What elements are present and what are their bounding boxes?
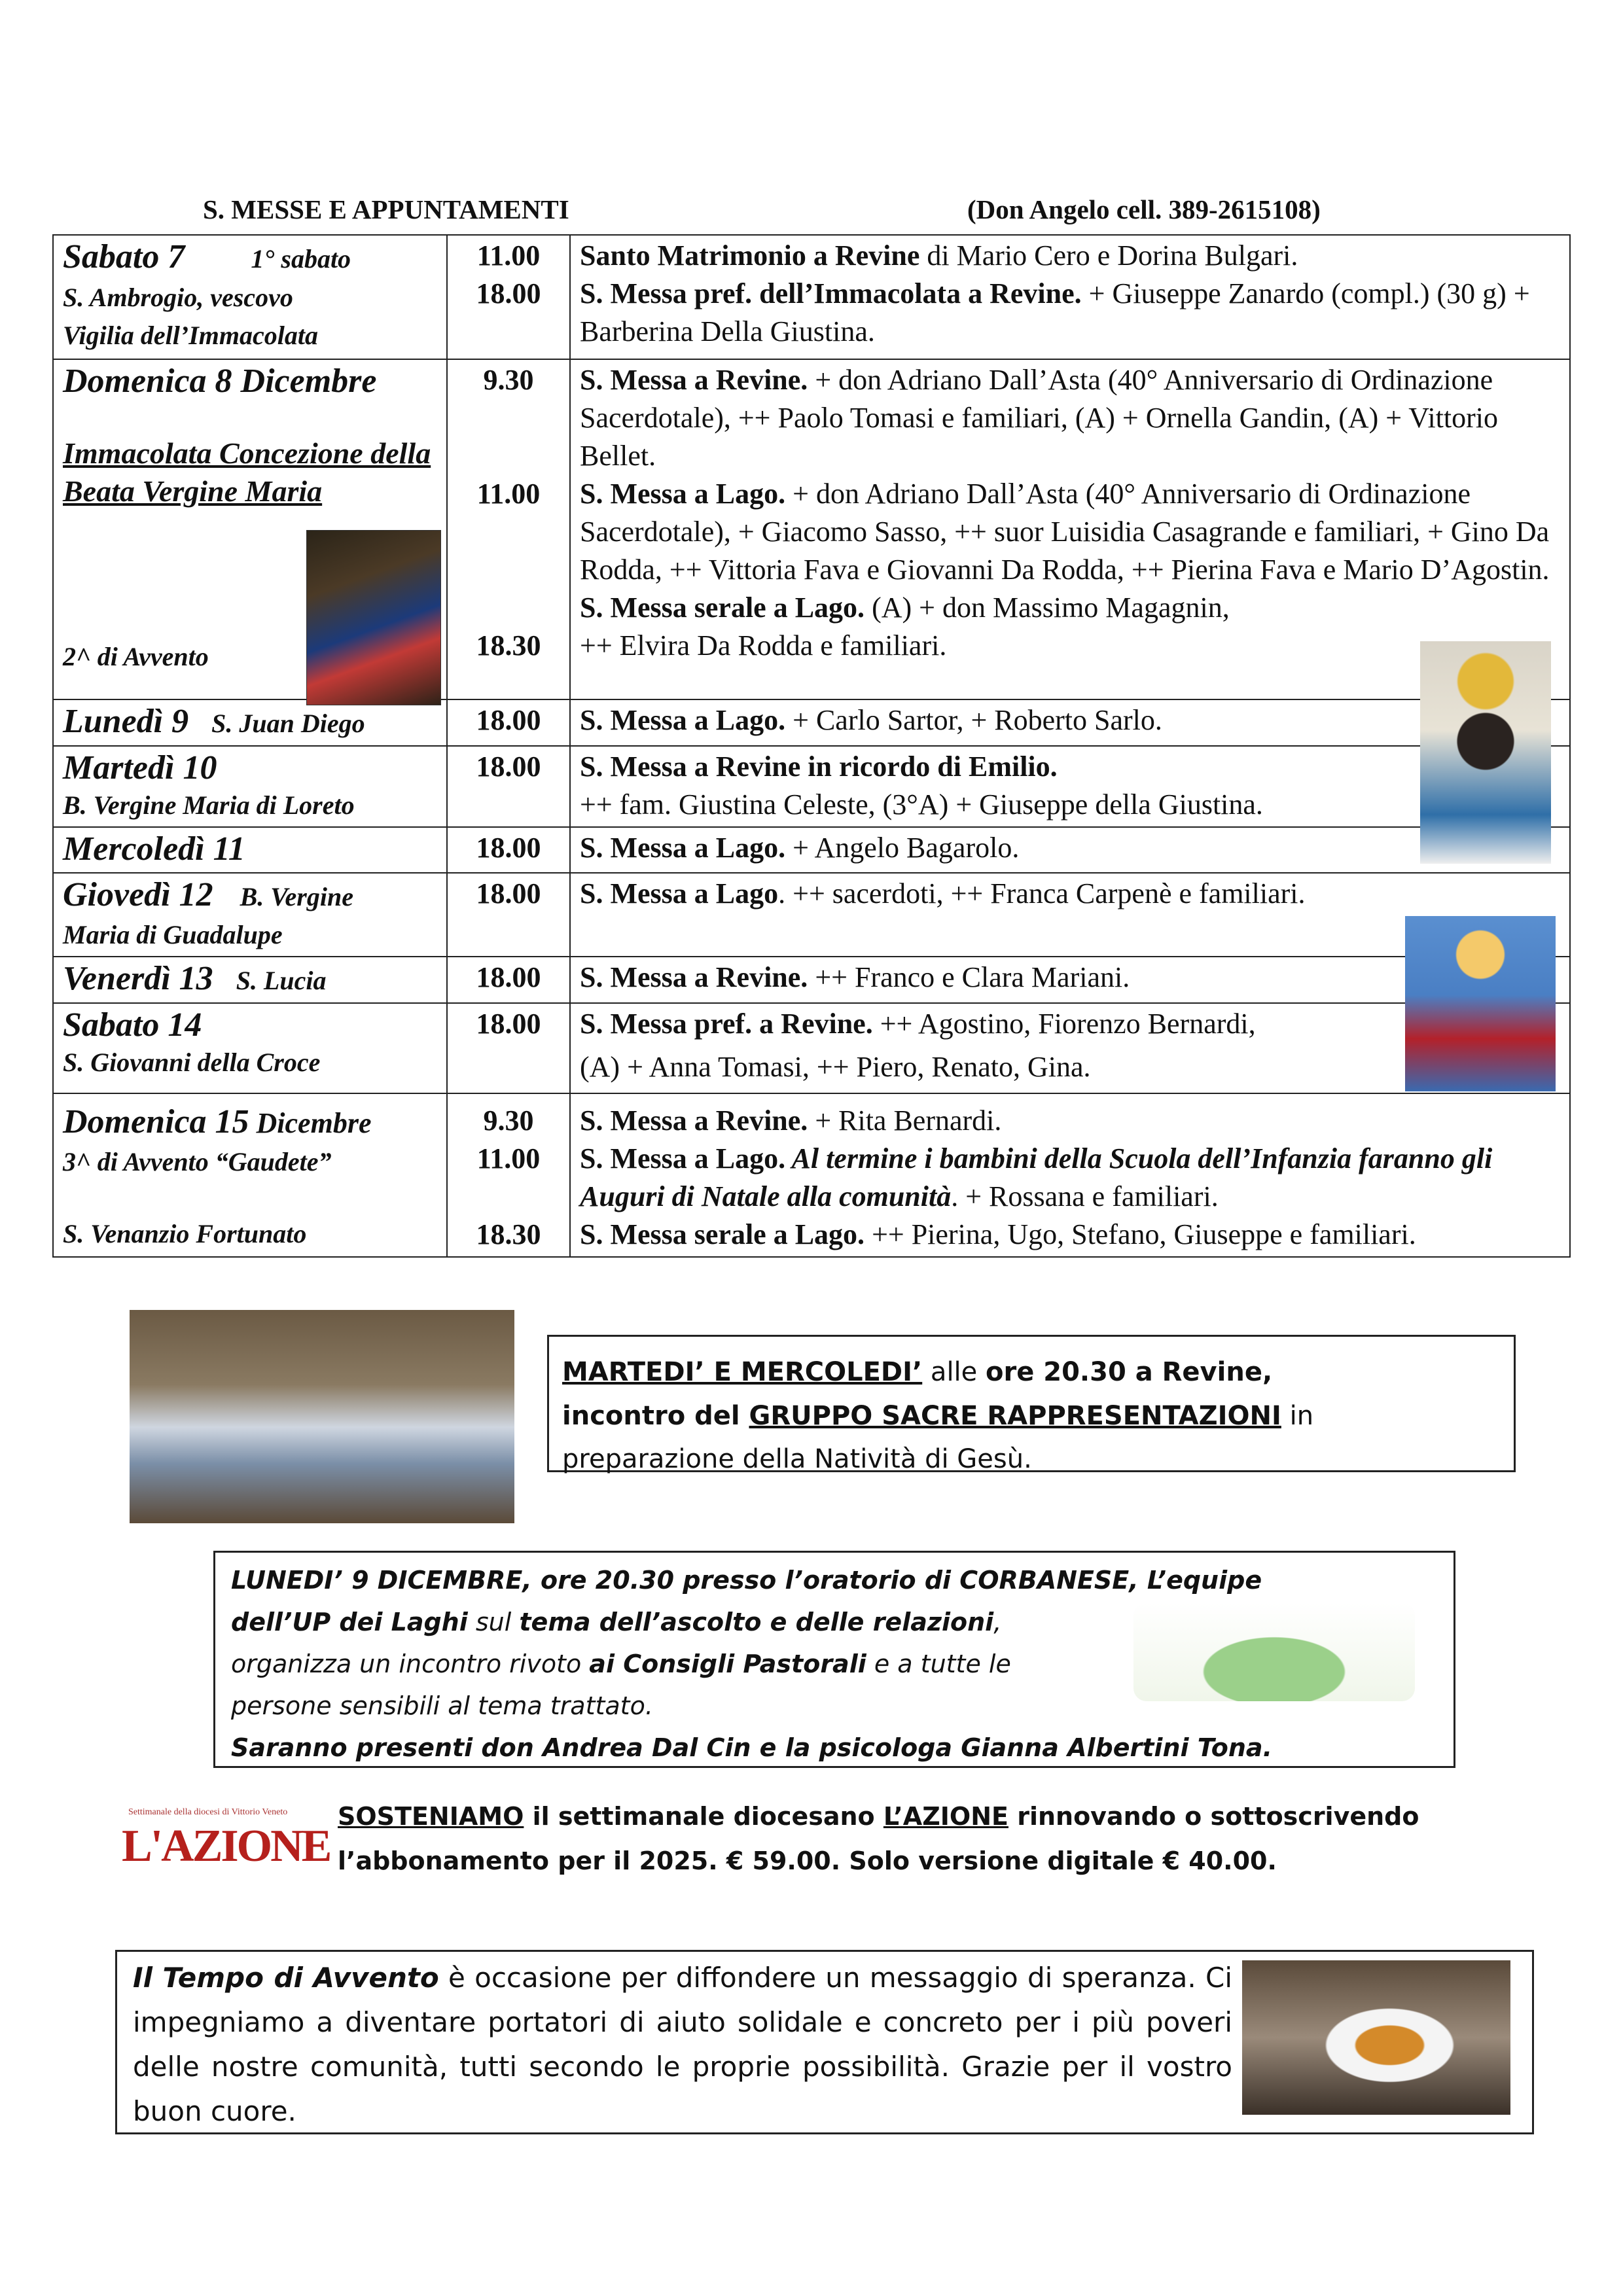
event-cell: S. Messa a Revine. + Rita Bernardi. S. Messa a Lago. Al termine i bambini della Scuola dell’Infanzia faranno gli Auguri di Natale alla comunità. + Rossana e familiari. S. Messa serale a Lago. ++ Pierina, Ugo, Stefano, Giuseppe e familiari. (570, 1093, 1570, 1257)
event-cell: S. Messa a Lago. ++ sacerdoti, ++ Franca Carpenè e familiari. (570, 873, 1570, 957)
event-cell: S. Messa a Revine. + don Adriano Dall’Asta (40° Anniversario di Ordinazione Sacerdotale), ++ Paolo Tomasi e familiari, (A) + Ornella Gandin, (A) + Vittorio Bellet. S. Messa a Lago. + don Adriano Dall’Asta (40° Anniversario di Ordinazione Sacerdotale), + Giacomo Sasso, ++ suor Luisidia Casagrande e familiari, + Gino Da Rodda, ++ Vittoria Fava e Giovanni Da Rodda, ++ Pierina Fava e Mario D’Agostin. S. Messa serale a Lago. (A) + don Massimo Magagnin, ++ Elvira Da Rodda e familiari. (570, 359, 1570, 699)
table-row (53, 873, 1570, 957)
table-row (53, 746, 1570, 827)
page-header (0, 194, 1623, 233)
time-cell: 18.00 (447, 746, 570, 827)
sharing-food-hands-image (1242, 1960, 1510, 2115)
time-cell: 9.30 11.00 18.30 (447, 1093, 570, 1257)
event-cell: S. Messa a Lago. + Angelo Bagarolo. (570, 827, 1570, 873)
page-title: S. MESSE E APPUNTAMENTI (203, 194, 569, 224)
madonna-di-loreto-image (1420, 641, 1551, 864)
time-cell: 9.30 11.00 18.30 (447, 359, 570, 699)
notice-corbanese: LUNEDI’ 9 DICEMBRE, ore 20.30 presso l’oratorio di CORBANESE, L’equipe dell’UP dei Laghi sul tema dell’ascolto e delle relazioni, organizza un incontro rivoto ai Consigli Pastorali e a tutte le persone sensibili al tema trattato. Saranno presenti don Andrea Dal Cin e la psicologa Gianna Albertini Tona. (213, 1551, 1455, 1768)
table-row (53, 699, 1570, 746)
time-cell: 18.00 (447, 873, 570, 957)
day-cell: Sabato 7 1° sabato S. Ambrogio, vescovo Vigilia dell’Immacolata (53, 235, 447, 359)
nativity-scene-image (130, 1310, 514, 1523)
table-row (53, 235, 1570, 359)
day-cell: Domenica 15 Dicembre 3^ di Avvento “Gaudete” S. Venanzio Fortunato (53, 1093, 447, 1257)
time-cell: 11.00 18.00 (447, 235, 570, 359)
event-cell: S. Messa pref. a Revine. ++ Agostino, Fiorenzo Bernardi, (A) + Anna Tomasi, ++ Piero, Renato, Gina. (570, 1003, 1570, 1093)
day-cell: Martedì 10 B. Vergine Maria di Loreto (53, 746, 447, 827)
time-cell: 18.00 (447, 699, 570, 746)
day-cell: Giovedì 12 B. Vergine Maria di Guadalupe (53, 873, 447, 957)
azione-logo: Settimanale della diocesi di Vittorio Veneto L'AZIONE (122, 1807, 330, 1871)
day-cell: Venerdì 13 S. Lucia (53, 957, 447, 1003)
table-row (53, 359, 1570, 699)
table-row (53, 1093, 1570, 1257)
event-cell: Santo Matrimonio a Revine di Mario Cero e Dorina Bulgari. S. Messa pref. dell’Immacolata a Revine. + Giuseppe Zanardo (compl.) (30 g) + Barberina Della Giustina. (570, 235, 1570, 359)
contact-info: (Don Angelo cell. 389-2615108) (967, 194, 1321, 224)
time-cell: 18.00 (447, 1003, 570, 1093)
day-cell: Mercoledì 11 (53, 827, 447, 873)
time-cell: 18.00 (447, 827, 570, 873)
notice-rappresentazioni: MARTEDI’ E MERCOLEDI’ alle ore 20.30 a Revine, incontro del GRUPPO SACRE RAPPRESENTAZIONI in preparazione della Natività di Gesù. (547, 1335, 1516, 1472)
santa-lucia-image (1405, 916, 1556, 1091)
annunciation-painting-image (306, 530, 441, 705)
time-cell: 18.00 (447, 957, 570, 1003)
table-row (53, 957, 1570, 1003)
event-cell: S. Messa a Revine in ricordo di Emilio. ++ fam. Giustina Celeste, (3°A) + Giuseppe della Giustina. (570, 746, 1570, 827)
table-row (53, 827, 1570, 873)
day-cell: Lunedì 9 S. Juan Diego (53, 699, 447, 746)
table-row (53, 1003, 1570, 1093)
mass-schedule-table (52, 234, 1571, 1258)
notice-azione: SOSTENIAMO il settimanale diocesano L’AZIONE rinnovando o sottoscrivendo l’abbonamento per il 2025. € 59.00. Solo versione digitale € 40.00. (338, 1802, 1419, 1875)
event-cell: S. Messa a Revine. ++ Franco e Clara Mariani. (570, 957, 1570, 1003)
notice-avvento: Il Tempo di Avvento è occasione per diffondere un messaggio di speranza. Ci impegniamo a diventare portatori di aiuto solidale e concreto per i più poveri delle nostre comunità, tutti secondo le proprie possibilità. Grazie per il vostro buon cuore. (115, 1950, 1534, 2134)
day-cell: Domenica 8 Dicembre Immacolata Concezione della Beata Vergine Maria 2^ di Avvento (53, 359, 447, 699)
event-cell: S. Messa a Lago. + Carlo Sartor, + Roberto Sarlo. (570, 699, 1570, 746)
up-dei-laghi-logo-image (1133, 1603, 1415, 1701)
day-cell: Sabato 14 S. Giovanni della Croce (53, 1003, 447, 1093)
